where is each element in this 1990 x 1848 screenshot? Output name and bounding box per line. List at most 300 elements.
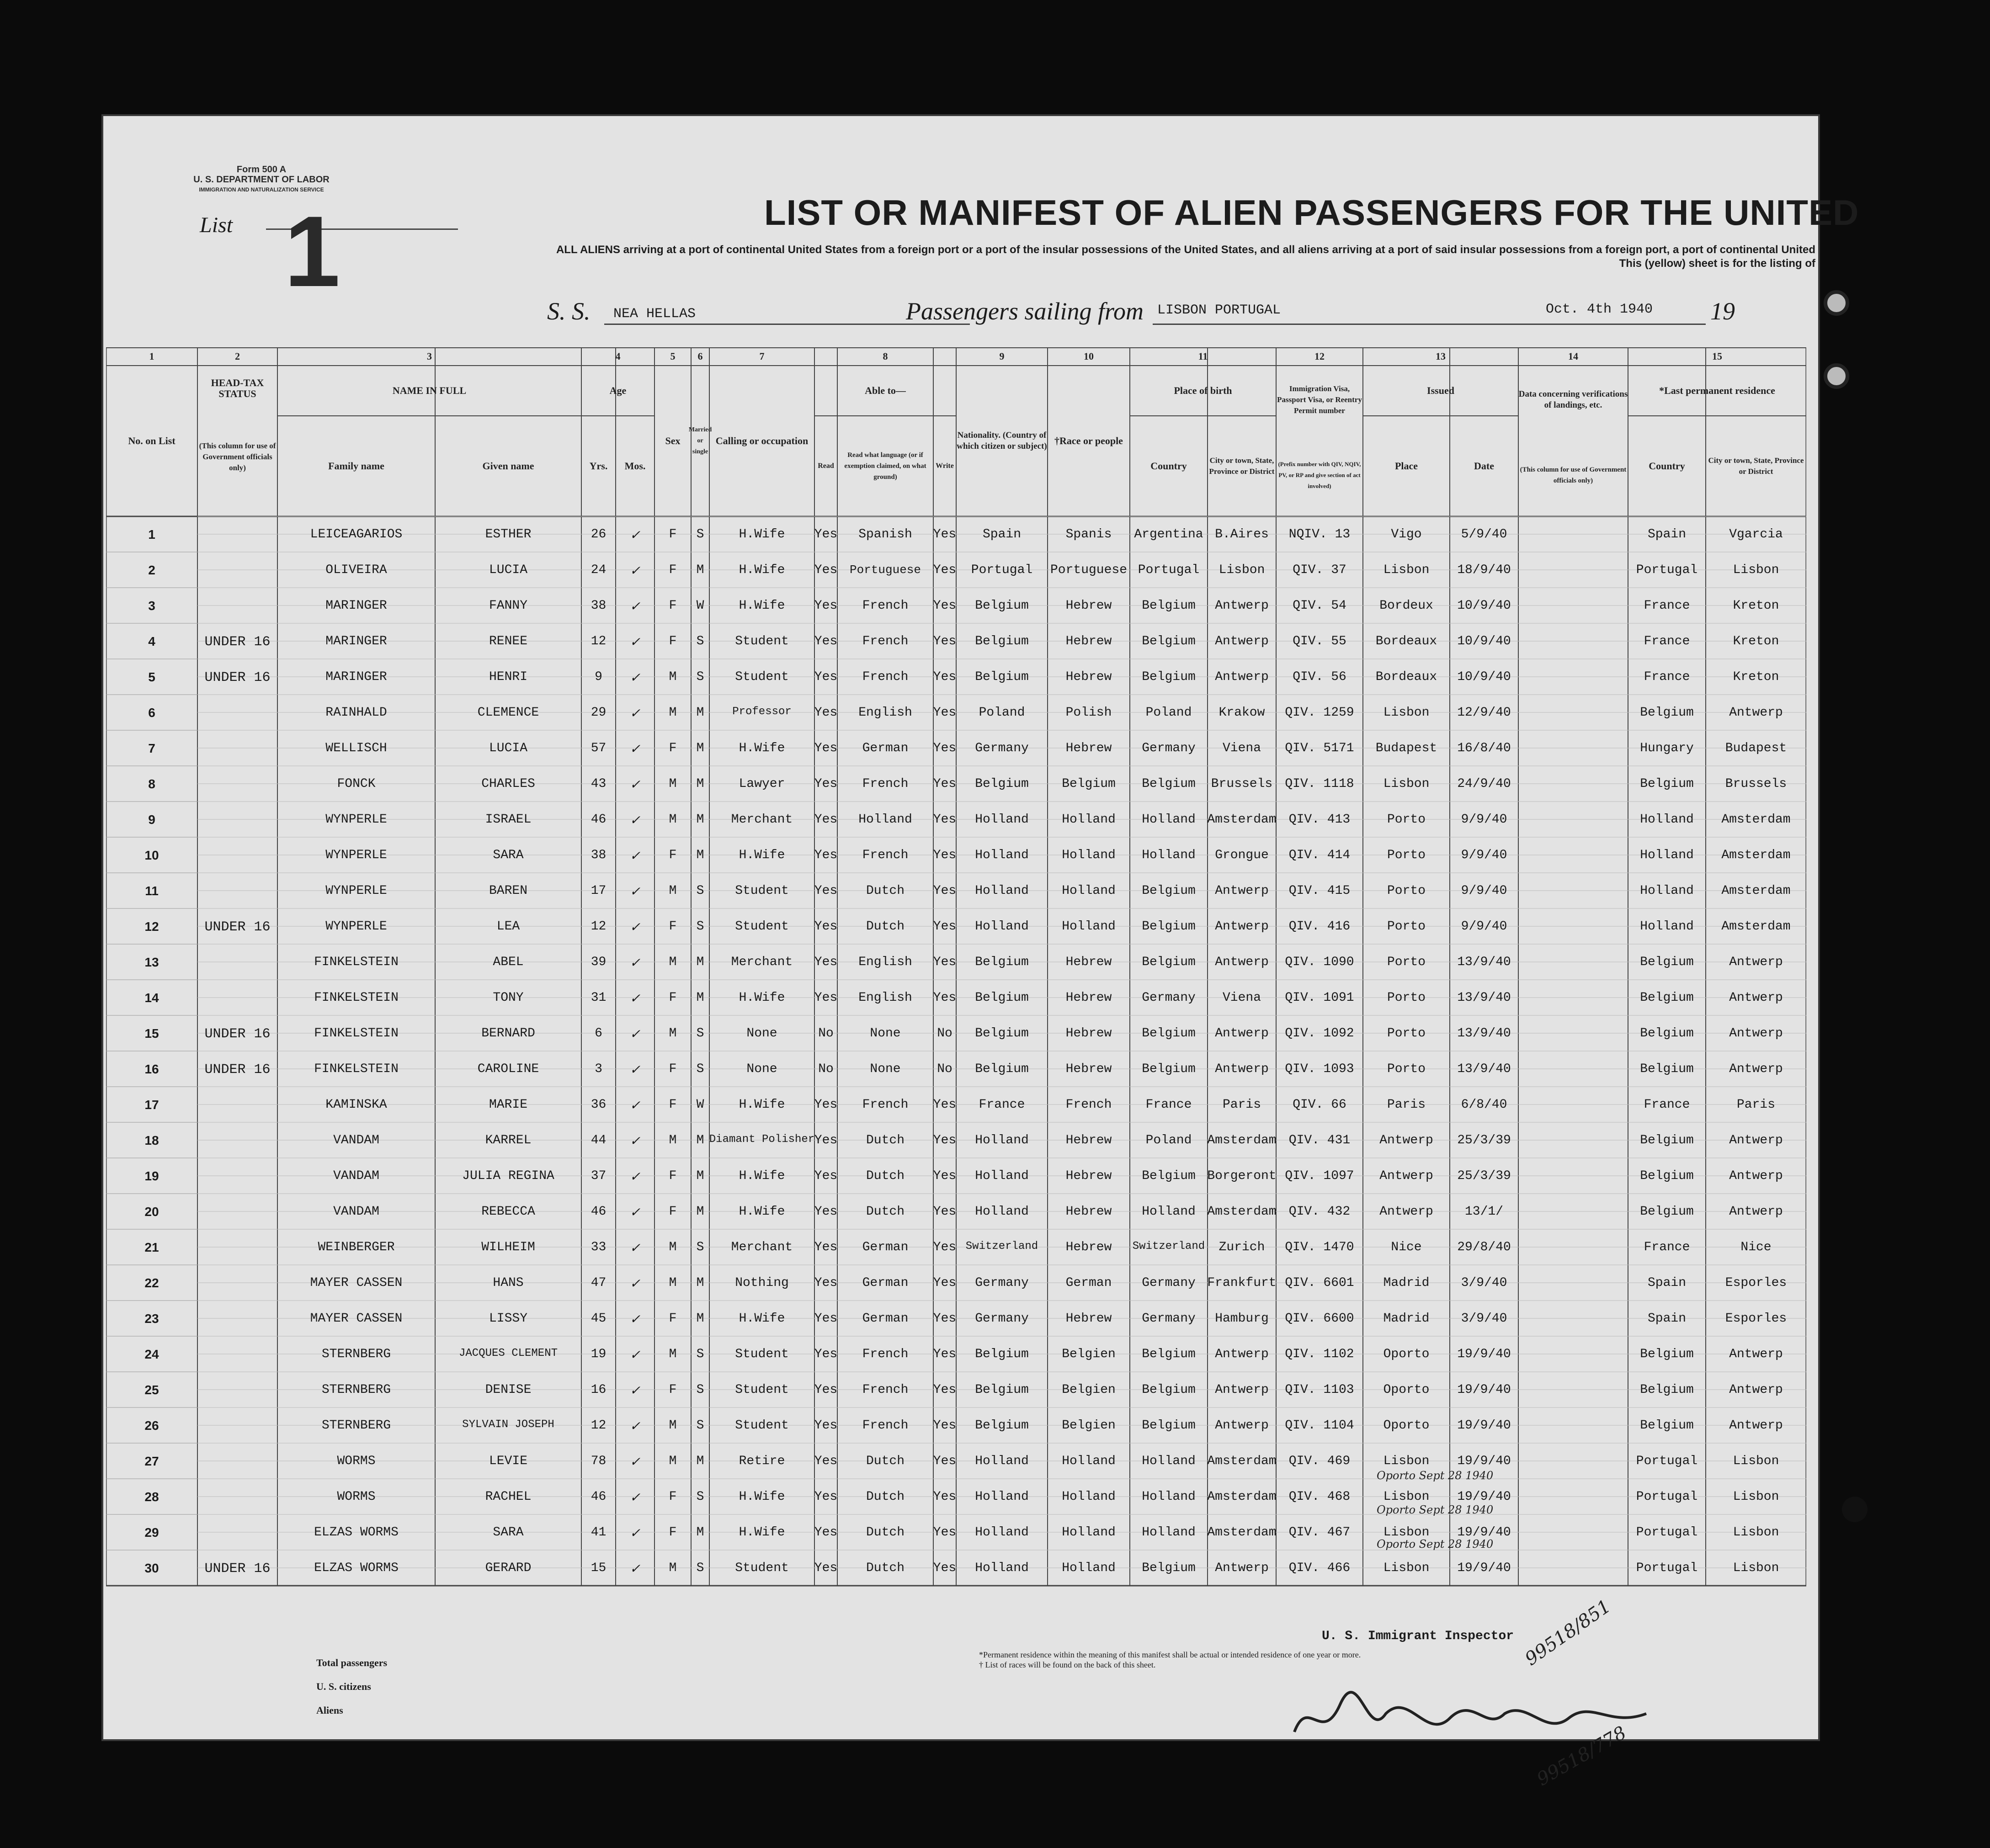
can-read: Yes <box>814 1454 838 1468</box>
birth-country: Belgium <box>1142 1062 1196 1076</box>
header-age: Age <box>609 385 627 396</box>
sex: F <box>669 527 677 542</box>
issued-date: 10/9/40 <box>1457 634 1511 648</box>
given-name: REBECCA <box>481 1205 535 1219</box>
race: Hebrew <box>1065 741 1112 755</box>
can-write: Yes <box>933 1312 957 1326</box>
birth-city: Frankfurt <box>1207 1276 1277 1290</box>
nationality: Holland <box>975 1525 1029 1540</box>
visa-number: QIV. 54 <box>1293 599 1346 613</box>
issued-place: Budapest <box>1375 741 1437 755</box>
read-language: German <box>862 741 909 755</box>
birth-city: Amsterdam <box>1207 1454 1277 1468</box>
family-name: ELZAS WORMS <box>314 1525 399 1540</box>
occupation: Lawyer <box>739 777 785 791</box>
check-mark-icon: ✓ <box>629 565 641 579</box>
family-name: VANDAM <box>333 1133 379 1147</box>
can-write: Yes <box>933 1347 957 1361</box>
occupation: Professor <box>732 706 792 718</box>
residence-city: Amsterdam <box>1721 848 1791 862</box>
race: Hebrew <box>1065 1169 1112 1183</box>
can-read: Yes <box>814 741 838 755</box>
row-number: 28 <box>144 1490 159 1504</box>
can-read: Yes <box>814 1490 838 1504</box>
residence-country: Holland <box>1640 848 1694 862</box>
age-years: 44 <box>591 1133 607 1147</box>
family-name: LEICEAGARIOS <box>310 527 403 542</box>
occupation: H.Wife <box>739 848 785 862</box>
given-name: BAREN <box>489 884 528 898</box>
oporto-note-3: Oporto Sept 28 1940 <box>1377 1538 1494 1551</box>
residence-country: Belgium <box>1640 1026 1694 1041</box>
header-verifications: Data concerning verifications of landings, etc. <box>1518 389 1628 410</box>
given-name: CAROLINE <box>477 1062 539 1076</box>
birth-country: Belgium <box>1142 919 1196 934</box>
family-name: WYNPERLE <box>325 884 387 898</box>
read-language: English <box>858 955 912 969</box>
age-years: 26 <box>591 527 607 542</box>
nationality: Holland <box>975 884 1029 898</box>
given-name: LEVIE <box>489 1454 528 1468</box>
can-read: Yes <box>814 1169 838 1183</box>
can-write: Yes <box>933 1418 957 1433</box>
can-read: Yes <box>814 1347 838 1361</box>
residence-city: Kreton <box>1733 599 1779 613</box>
column-number-1: 1 <box>149 350 154 362</box>
marital-status: S <box>696 919 704 934</box>
row-number: 15 <box>144 1026 159 1041</box>
given-name: JACQUES CLEMENT <box>458 1347 558 1359</box>
residence-country: Holland <box>1640 812 1694 827</box>
check-mark-icon: ✓ <box>629 1242 641 1256</box>
can-write: Yes <box>933 1454 957 1468</box>
issued-date: 18/9/40 <box>1457 563 1511 577</box>
birth-city: Amsterdam <box>1207 1525 1277 1540</box>
header-read-language: Read what language (or if exemption claimed, on what ground) <box>844 451 926 481</box>
birth-city: Antwerp <box>1215 1062 1269 1076</box>
residence-country: Belgium <box>1640 1383 1694 1397</box>
row-number: 23 <box>144 1312 159 1326</box>
can-write: Yes <box>933 884 957 898</box>
marital-status: S <box>696 1383 704 1397</box>
given-name: FANNY <box>489 599 528 613</box>
department-name: U. S. DEPARTMENT OF LABOR <box>193 175 330 185</box>
birth-country: Argentina <box>1134 527 1203 542</box>
birth-city: Antwerp <box>1215 599 1269 613</box>
age-years: 39 <box>591 955 607 969</box>
can-write: Yes <box>933 848 957 862</box>
age-years: 31 <box>591 991 607 1005</box>
issued-date: 9/9/40 <box>1461 884 1507 898</box>
nationality: Holland <box>975 1490 1029 1504</box>
race: French <box>1065 1098 1112 1112</box>
visa-number: QIV. 1470 <box>1285 1240 1354 1254</box>
header-given-name: Given name <box>482 460 534 472</box>
residence-country: France <box>1644 634 1690 648</box>
race: Hebrew <box>1065 991 1112 1005</box>
birth-country: Holland <box>1142 1490 1196 1504</box>
age-years: 19 <box>591 1347 607 1361</box>
birth-country: Switzerland <box>1132 1240 1205 1253</box>
issued-date: 12/9/40 <box>1457 706 1511 720</box>
birth-country: Belgium <box>1142 1169 1196 1183</box>
head-tax-status: UNDER 16 <box>204 670 271 685</box>
can-write: No <box>937 1062 952 1076</box>
issued-date: 9/9/40 <box>1461 848 1507 862</box>
marital-status: S <box>696 1026 704 1041</box>
family-name: STERNBERG <box>321 1347 391 1361</box>
nationality: Holland <box>975 812 1029 827</box>
can-read: Yes <box>814 563 838 577</box>
column-number-10: 10 <box>1084 350 1094 362</box>
row-number: 5 <box>148 670 155 684</box>
issued-date: 9/9/40 <box>1461 812 1507 827</box>
race: Belgien <box>1062 1383 1116 1397</box>
check-mark-icon: ✓ <box>629 957 641 971</box>
birth-city: Antwerp <box>1215 919 1269 934</box>
nationality: Germany <box>975 1276 1029 1290</box>
row-number: 12 <box>144 919 159 934</box>
occupation: Student <box>735 884 789 898</box>
column-number-7: 7 <box>759 350 765 362</box>
occupation: H.Wife <box>739 1098 785 1112</box>
residence-city: Amsterdam <box>1721 884 1791 898</box>
issued-date: 19/9/40 <box>1457 1561 1511 1575</box>
header-head-tax: HEAD-TAX STATUS <box>211 377 264 399</box>
residence-country: Belgium <box>1640 1133 1694 1147</box>
marital-status: M <box>696 1276 704 1290</box>
header-race: †Race or people <box>1054 435 1123 446</box>
visa-number: QIV. 55 <box>1293 634 1346 648</box>
can-write: Yes <box>933 919 957 934</box>
given-name: ABEL <box>493 955 524 969</box>
residence-city: Kreton <box>1733 670 1779 684</box>
birth-city: Antwerp <box>1215 1026 1269 1041</box>
residence-city: Nice <box>1740 1240 1772 1254</box>
can-write: Yes <box>933 991 957 1005</box>
service-name: IMMIGRATION AND NATURALIZATION SERVICE <box>199 186 324 193</box>
residence-city: Lisbon <box>1733 1525 1779 1540</box>
age-years: 3 <box>595 1062 602 1076</box>
issued-date: 19/9/40 <box>1457 1383 1511 1397</box>
header-mos: Mos. <box>624 460 646 472</box>
can-read: Yes <box>814 1205 838 1219</box>
can-write: Yes <box>933 1098 957 1112</box>
issued-date: 13/9/40 <box>1457 1026 1511 1041</box>
issued-place: Oporto <box>1383 1418 1430 1433</box>
issued-place: Porto <box>1387 955 1426 969</box>
column-number-8: 8 <box>883 350 888 362</box>
read-language: Dutch <box>866 1561 905 1575</box>
sex: F <box>669 1205 677 1219</box>
can-read: Yes <box>814 1098 838 1112</box>
issued-date: 24/9/40 <box>1457 777 1511 791</box>
given-name: BERNARD <box>481 1026 535 1041</box>
issued-date: 5/9/40 <box>1461 527 1507 542</box>
occupation: Student <box>735 1347 789 1361</box>
visa-number: QIV. 1091 <box>1285 991 1354 1005</box>
manifest-title: LIST OR MANIFEST OF ALIEN PASSENGERS FOR THE UNITED <box>764 192 1859 233</box>
occupation: Retire <box>739 1454 785 1468</box>
family-name: WYNPERLE <box>325 848 387 862</box>
family-name: MAYER CASSEN <box>310 1276 403 1290</box>
age-years: 33 <box>591 1240 607 1254</box>
race: Hebrew <box>1065 599 1112 613</box>
read-language: German <box>862 1312 909 1326</box>
residence-city: Antwerp <box>1729 1026 1783 1041</box>
birth-country: Germany <box>1142 1276 1196 1290</box>
residence-country: Spain <box>1647 527 1687 542</box>
row-number: 25 <box>144 1383 159 1397</box>
birth-country: Belgium <box>1142 634 1196 648</box>
residence-country: Belgium <box>1640 1205 1694 1219</box>
residence-city: Antwerp <box>1729 1169 1783 1183</box>
birth-city: Viena <box>1222 741 1261 755</box>
visa-number: QIV. 1090 <box>1285 955 1354 969</box>
occupation: None <box>746 1026 777 1041</box>
list-number: 1 <box>284 195 341 308</box>
marital-status: S <box>696 1347 704 1361</box>
header-yrs: Yrs. <box>589 460 608 472</box>
birth-country: Belgium <box>1142 777 1196 791</box>
issued-place: Madrid <box>1383 1312 1430 1326</box>
age-years: 12 <box>591 919 607 934</box>
sex: F <box>669 1169 677 1183</box>
manifest-sheet <box>101 114 1859 1790</box>
aliens-label: Aliens <box>316 1705 343 1716</box>
header-calling: Calling or occupation <box>715 435 809 446</box>
check-mark-icon: ✓ <box>629 1420 641 1434</box>
occupation: H.Wife <box>739 1525 785 1540</box>
family-name: RAINHALD <box>325 706 387 720</box>
column-number-15: 15 <box>1712 350 1722 362</box>
read-language: Spanish <box>858 527 912 542</box>
issued-place: Porto <box>1387 991 1426 1005</box>
binder-hole <box>1824 363 1849 389</box>
issued-place: Porto <box>1387 1026 1426 1041</box>
issued-place: Porto <box>1387 884 1426 898</box>
footnote-races: † List of races will be found on the back of this sheet. <box>979 1660 1156 1669</box>
sex: F <box>669 1383 677 1397</box>
age-years: 46 <box>591 1205 607 1219</box>
check-mark-icon: ✓ <box>629 1206 641 1221</box>
read-language: Portuguese <box>849 563 921 577</box>
issued-place: Bordeaux <box>1375 670 1437 684</box>
can-read: Yes <box>814 1383 838 1397</box>
can-write: Yes <box>933 1561 957 1575</box>
head-tax-status: UNDER 16 <box>204 634 271 650</box>
residence-city: Brussels <box>1725 777 1787 791</box>
nationality: Holland <box>975 1561 1029 1575</box>
row-number: 8 <box>148 777 155 791</box>
nationality: Portugal <box>971 563 1033 577</box>
residence-country: Spain <box>1647 1312 1687 1326</box>
age-years: 78 <box>591 1454 607 1468</box>
read-language: Dutch <box>866 1133 905 1147</box>
visa-number: QIV. 5171 <box>1285 741 1354 755</box>
sex: M <box>669 1561 677 1575</box>
check-mark-icon: ✓ <box>629 636 641 650</box>
residence-country: Hungary <box>1640 741 1694 755</box>
can-write: Yes <box>933 670 957 684</box>
birth-country: Belgium <box>1142 955 1196 969</box>
footnotes <box>979 1650 1573 1670</box>
birth-city: Zurich <box>1218 1240 1265 1254</box>
issued-place: Lisbon <box>1383 563 1430 577</box>
can-read: Yes <box>814 812 838 827</box>
issued-place: Bordeaux <box>1375 634 1437 648</box>
age-years: 47 <box>591 1276 607 1290</box>
row-number: 13 <box>144 955 159 969</box>
form-header <box>179 165 344 195</box>
subtitle-line-1: ALL ALIENS arriving at a port of continental United States from a foreign port or a port of the insular possessions of the United States, and all aliens arriving at a port of said insular possessions from a foreign port, a port of continental United <box>556 244 1815 256</box>
birth-country: Holland <box>1142 1454 1196 1468</box>
birth-country: Belgium <box>1142 1561 1196 1575</box>
nationality: Belgium <box>975 1062 1029 1076</box>
issued-date: 6/8/40 <box>1461 1098 1507 1112</box>
race: Holland <box>1062 884 1116 898</box>
row-number: 11 <box>145 884 159 898</box>
visa-number: QIV. 466 <box>1288 1561 1351 1575</box>
birth-country: Germany <box>1142 1312 1196 1326</box>
age-years: 9 <box>595 670 602 684</box>
header-name-in-full: NAME IN FULL <box>392 385 467 396</box>
visa-number: QIV. 1118 <box>1285 777 1354 791</box>
age-years: 41 <box>591 1525 607 1540</box>
race: Belgium <box>1062 777 1116 791</box>
birth-city: Antwerp <box>1215 670 1269 684</box>
residence-country: France <box>1644 1240 1690 1254</box>
nationality: Belgium <box>975 634 1029 648</box>
can-write: Yes <box>933 1169 957 1183</box>
check-mark-icon: ✓ <box>629 743 641 757</box>
can-write: Yes <box>933 563 957 577</box>
marital-status: M <box>696 563 704 577</box>
issued-place: Antwerp <box>1379 1205 1433 1219</box>
read-language: Dutch <box>866 919 905 934</box>
visa-number: QIV. 469 <box>1288 1454 1351 1468</box>
birth-city: Antwerp <box>1215 1418 1269 1433</box>
age-years: 6 <box>595 1026 602 1041</box>
visa-number: QIV. 1102 <box>1285 1347 1354 1361</box>
read-language: French <box>862 848 909 862</box>
issued-place: Antwerp <box>1379 1169 1433 1183</box>
marital-status: M <box>696 1133 704 1147</box>
header-married-single: Married or single <box>688 426 712 455</box>
age-years: 37 <box>591 1169 607 1183</box>
passenger-table <box>106 347 1806 1599</box>
row-number: 27 <box>144 1454 159 1468</box>
nationality: Germany <box>975 741 1029 755</box>
marital-status: M <box>696 1169 704 1183</box>
read-language: None <box>870 1062 901 1076</box>
oporto-note-1: Oporto Sept 28 1940 <box>1377 1469 1494 1482</box>
sex: M <box>669 1240 677 1254</box>
sex: F <box>669 599 677 613</box>
sailing-date: Oct. 4th 1940 <box>1546 302 1653 317</box>
visa-number: QIV. 413 <box>1288 812 1351 827</box>
residence-country: Portugal <box>1636 563 1698 577</box>
age-years: 29 <box>591 706 607 720</box>
binder-hole <box>1842 1497 1868 1522</box>
birth-country: Holland <box>1142 848 1196 862</box>
check-mark-icon: ✓ <box>629 1456 641 1470</box>
check-mark-icon: ✓ <box>629 1099 641 1114</box>
header-head-tax-note: (This column for use of Government officials only) <box>199 441 276 472</box>
issued-date: 13/9/40 <box>1457 1062 1511 1076</box>
issued-place: Madrid <box>1383 1276 1430 1290</box>
issued-place: Oporto <box>1383 1347 1430 1361</box>
total-passengers-label: Total passengers <box>316 1657 388 1668</box>
issued-place: Nice <box>1391 1240 1422 1254</box>
can-write: Yes <box>933 777 957 791</box>
check-mark-icon: ✓ <box>629 1349 641 1363</box>
can-read: Yes <box>814 1525 838 1540</box>
read-language: French <box>862 1347 909 1361</box>
nationality: Holland <box>975 1133 1029 1147</box>
can-write: Yes <box>933 1525 957 1540</box>
family-name: FINKELSTEIN <box>314 991 399 1005</box>
check-mark-icon: ✓ <box>629 814 641 828</box>
nationality: Belgium <box>975 1347 1029 1361</box>
visa-number: QIV. 467 <box>1288 1525 1351 1540</box>
marital-status: M <box>696 1525 704 1540</box>
can-read: Yes <box>814 1312 838 1326</box>
residence-city: Budapest <box>1725 741 1787 755</box>
issued-date: 13/9/40 <box>1457 955 1511 969</box>
age-years: 12 <box>591 1418 607 1433</box>
header-issued-place: Place <box>1394 460 1418 472</box>
row-number: 29 <box>144 1525 159 1540</box>
family-name: MARINGER <box>325 670 387 684</box>
check-mark-icon: ✓ <box>629 1135 641 1149</box>
nationality: Belgium <box>975 1383 1029 1397</box>
sailing-label: Passengers sailing from <box>906 297 1144 325</box>
family-name: MAYER CASSEN <box>310 1312 403 1326</box>
nationality: Holland <box>975 919 1029 934</box>
can-read: Yes <box>814 670 838 684</box>
family-name: MARINGER <box>325 599 387 613</box>
occupation: None <box>746 1062 777 1076</box>
header-issued: Issued <box>1427 385 1454 396</box>
occupation: Student <box>735 1383 789 1397</box>
race: Holland <box>1062 812 1116 827</box>
verification-note-1: 99518/851 <box>1521 1595 1615 1670</box>
race: Spanis <box>1065 527 1112 542</box>
residence-city: Antwerp <box>1729 1418 1783 1433</box>
row-number: 4 <box>148 634 155 648</box>
family-name: WORMS <box>337 1490 376 1504</box>
read-language: Dutch <box>866 1490 905 1504</box>
read-language: Dutch <box>866 1169 905 1183</box>
race: Hebrew <box>1065 1312 1112 1326</box>
check-mark-icon: ✓ <box>629 1492 641 1506</box>
birth-city: Antwerp <box>1215 955 1269 969</box>
occupation: H.Wife <box>739 1312 785 1326</box>
residence-city: Kreton <box>1733 634 1779 648</box>
given-name: SYLVAIN JOSEPH <box>462 1418 554 1431</box>
issued-date: 13/9/40 <box>1457 991 1511 1005</box>
birth-city: B.Aires <box>1215 527 1269 542</box>
residence-country: Spain <box>1647 1276 1687 1290</box>
birth-country: Germany <box>1142 991 1196 1005</box>
issued-date: 16/8/40 <box>1457 741 1511 755</box>
read-language: French <box>862 1383 909 1397</box>
family-name: VANDAM <box>333 1169 379 1183</box>
residence-country: Belgium <box>1640 777 1694 791</box>
marital-status: M <box>696 741 704 755</box>
marital-status: M <box>696 777 704 791</box>
